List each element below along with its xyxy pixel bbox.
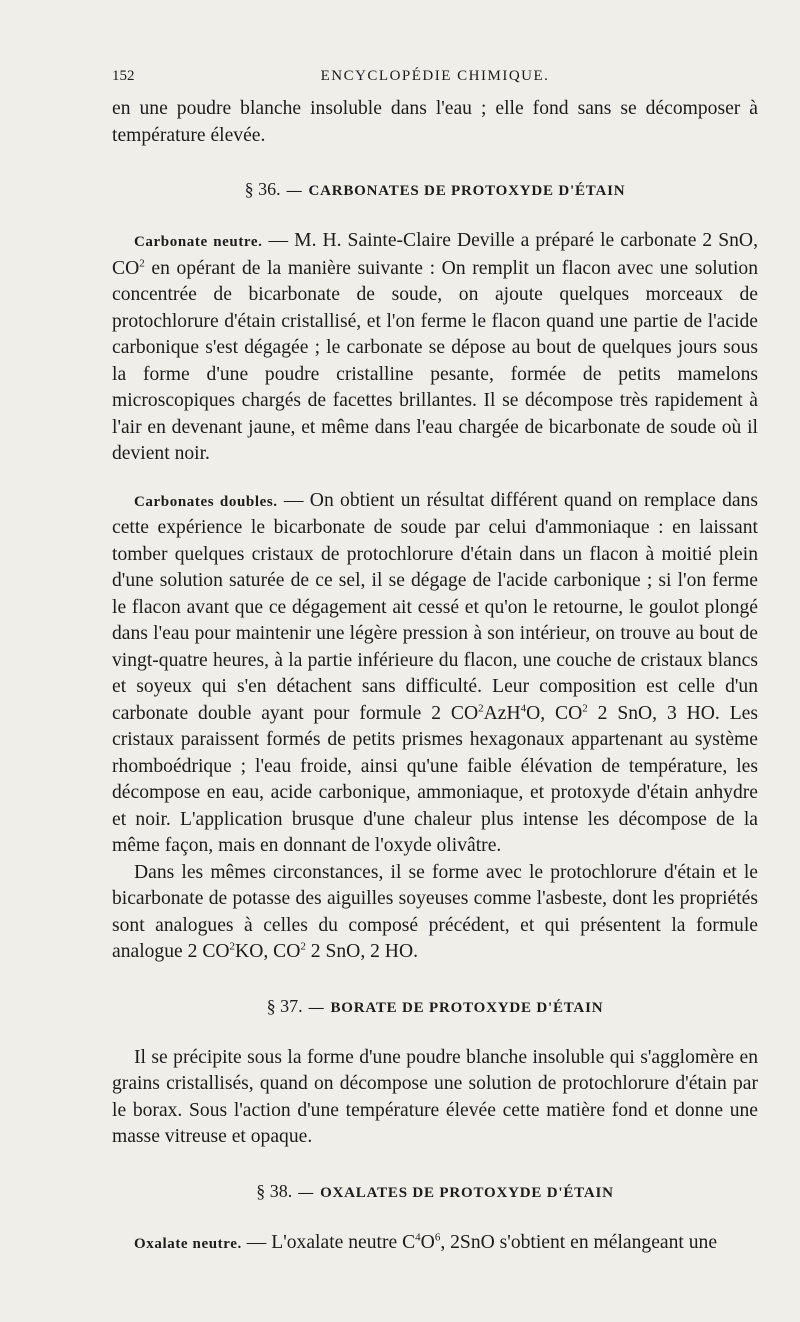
superscript: 2 (229, 940, 236, 953)
carbonates-doubles-runin: Carbonates doubles. (134, 493, 278, 510)
section-38-number: § 38. (256, 1180, 293, 1201)
carbonate-neutre-paragraph (112, 228, 758, 468)
section-38-title: OXALATES DE PROTOXYDE D'ÉTAIN (320, 1184, 614, 1201)
text-fragment: en opérant de la manière suivante : On remplit un flacon avec une solution concentrée de bicarbonate de soude, on ajoute quelques morceaux de protochlorure d'étain cristallisé, et l'on ferme le flacon quand une partie de l'acide carbonique s'est dégagée ; le carbonate se dépose au bout de quelques jours sous la forme d'une poudre cristalline pesante, formée de petits mamelons microscopiques chargés de facettes brillantes. Il se décompose très rapidement à l'air en devenant jaune, et même dans l'eau chargée de bicarbonate de soude où il devient noir. (112, 257, 758, 464)
borate-paragraph: Il se précipite sous la forme d'une poudre blanche insoluble qui s'agglomère en grains cristallisés, quand on décompose une solution de protochlorure d'étain par le borax. Sous l'action d'une température élevée cette matière fond et donne une masse vitreuse et opaque. (112, 1046, 758, 1147)
superscript: 2 (300, 940, 306, 953)
text-fragment: 2 SnO, 2 HO. (305, 941, 419, 962)
page-number: 152 (112, 68, 135, 84)
section-36-title: CARBONATES DE PROTOXYDE D'ÉTAIN (308, 183, 626, 199)
section-37-title: BORATE DE PROTOXYDE D'ÉTAIN (330, 999, 604, 1016)
superscript: 4 (415, 1230, 421, 1243)
superscript: 6 (434, 1230, 441, 1243)
superscript: 2 (139, 256, 145, 269)
text-fragment: AzH (483, 702, 521, 724)
potasse-paragraph (112, 860, 758, 966)
superscript: 4 (520, 701, 527, 714)
intro-paragraph: en une poudre blanche insoluble dans l'eau ; elle fond sans se décomposer à température élevée. (112, 98, 758, 146)
text-fragment: 2 SnO, 3 HO. Les cristaux paraissent formés de petits prismes hexagonaux appartenant au système rhomboédrique ; l'eau froide, ainsi qu'une faible élévation de température, les décompose en eau, acide carbonique, ammoniaque, et protoxyde d'étain anhydre et noir. L'application brusque d'une chaleur plus intense les décompose de la même façon, mais en donnant de l'oxyde olivâtre. (112, 702, 758, 856)
text-fragment: — M. H. Sainte-Claire Deville a préparé le carbonate 2 SnO, CO (112, 230, 758, 279)
text-fragment: Dans les mêmes circonstances, il se forme avec le protochlorure d'étain et le bicarbonate de potasse des aiguilles soyeuses comme l'asbeste, dont les propriétés sont analogues à celles du composé précédent, et qui présentent la formule analogue 2 CO (112, 861, 758, 962)
carbonates-doubles-paragraph (112, 488, 758, 860)
section-37-heading (112, 996, 758, 1017)
superscript: 2 (582, 701, 588, 714)
section-36-number: § 36. (244, 179, 281, 199)
section-37-dash: — (308, 999, 325, 1016)
oxalate-neutre-runin: Oxalate neutre. (134, 1235, 242, 1252)
running-title: ENCYCLOPÉDIE CHIMIQUE. (320, 68, 550, 84)
section-36-dash: — (286, 183, 303, 199)
text-fragment: — On obtient un résultat différent quand on remplace dans cette expérience le bicarbonate de soude par celui d'ammoniaque : en laissant tomber quelques cristaux de protochlorure d'étain dans un flacon à moitié plein d'une solution saturée de ce sel, il se dégage de l'acide carbonique ; si l'on ferme le flacon avant que ce dégagement ait cessé et qu'on le retourne, le goulot plongé dans l'eau pour maintenir une légère pression à son intérieur, on trouve au bout de vingt-quatre heures, à la partie inférieure du flacon, une couche de cristaux blancs et soyeux qui s'en détachent sans difficulté. Leur composition est celle d'un carbonate double ayant pour formule 2 CO (112, 489, 758, 724)
section-38-dash: — (298, 1184, 315, 1201)
text-fragment: — L'oxalate neutre C (241, 1231, 416, 1253)
carbonate-neutre-runin: Carbonate neutre. (134, 234, 263, 250)
oxalate-neutre-paragraph (112, 1230, 758, 1258)
page (112, 68, 758, 1257)
text-fragment: KO, CO (235, 941, 301, 962)
section-38-heading (112, 1181, 758, 1202)
text-fragment: O (420, 1231, 435, 1253)
superscript: 2 (478, 701, 484, 714)
section-36-heading (112, 179, 758, 200)
text-fragment: , 2SnO s'obtient en mélangeant une (440, 1231, 718, 1253)
section-37-number: § 37. (266, 995, 303, 1016)
running-head (112, 68, 758, 96)
text-fragment: O, CO (526, 702, 583, 724)
